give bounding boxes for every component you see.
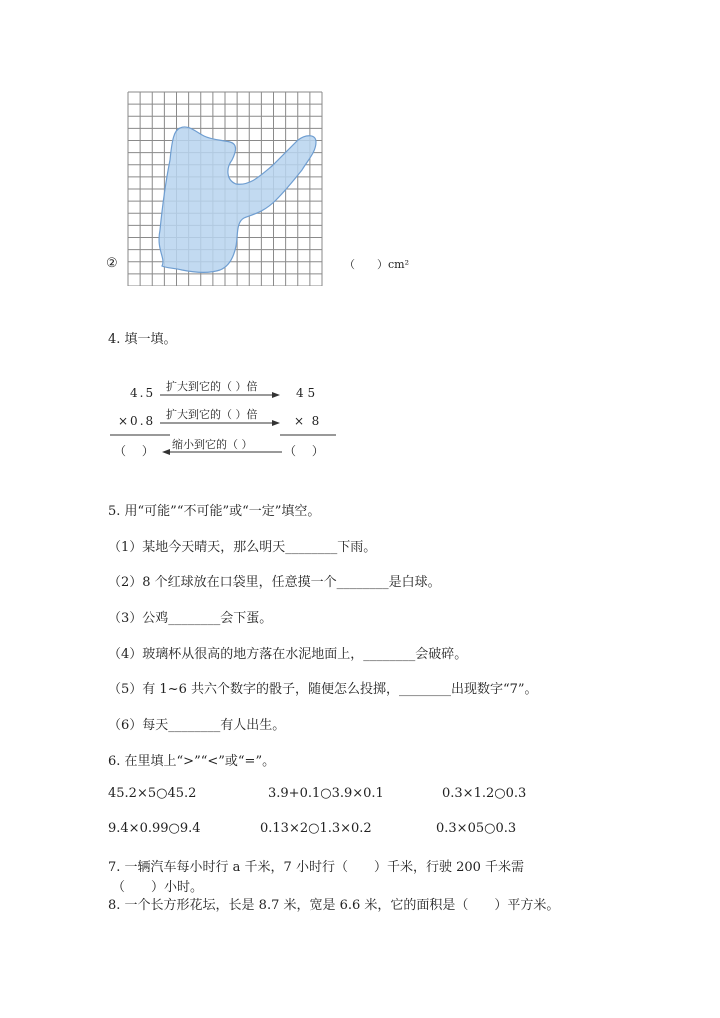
q6-row1-c: 0.3×1.2○0.3 [442,786,527,801]
q5-item-1: （1）某地今天晴天，那么明天________下雨。 [108,540,377,555]
q5-item-2: （2）8 个红球放在口袋里，任意摸一个________是白球。 [108,575,441,590]
q6-row1-a: 45.2×5○45.2 [108,786,197,801]
q6-row1-b: 3.9+0.1○3.9×0.1 [268,786,384,801]
q3-part2-marker: ② [106,256,118,271]
q4-title: 4. 填一填。 [108,332,177,347]
arrow1-head [272,392,280,398]
q4-mid-right: × 8 [294,414,320,428]
q3-part2-answer: （ ）cm² [344,258,410,271]
q4-bottom-right: （ ） [284,444,324,458]
q4-arrow3-label: 缩小到它的（ ） [172,438,253,451]
q5-item-4: （4）玻璃杯从很高的地方落在水泥地面上，________会破碎。 [108,647,468,662]
q6-row2-b: 0.13×2○1.3×0.2 [260,821,372,836]
q6-title: 6. 在里填上“>”“<”或“=”。 [108,754,276,769]
q6-row2-a: 9.4×0.99○9.4 [108,821,201,836]
q5-title: 5. 用“可能”“不可能”或“一定”填空。 [108,504,321,519]
q7-line1: 7. 一辆汽车每小时行 a 千米，7 小时行（ ）千米，行驶 200 千米需 [108,860,525,875]
q4-arrow2-label: 扩大到它的（ ）倍 [166,408,258,421]
q4-arrow1-label: 扩大到它的（ ）倍 [166,380,258,393]
q5-item-5: （5）有 1~6 共六个数字的骰子，随便怎么投掷，________出现数字“7”。 [108,682,538,697]
q6-row2-c: 0.3×05○0.3 [436,821,517,836]
q4-top-left: 4.5 [130,386,156,400]
arrow3-head [162,449,170,455]
q8-text: 8. 一个长方形花坛，长是 8.7 米，宽是 6.6 米，它的面积是（ ）平方米。 [108,898,560,913]
q4-bottom-left: （ ） [114,444,154,458]
q7-line2: （ ）小时。 [112,880,204,895]
q4-top-right: 4 5 [296,386,316,400]
grid-shape-figure [126,90,324,286]
arrow2-head [272,420,280,426]
q5-item-6: （6）每天________有人出生。 [108,718,286,733]
q4-mid-left: ×0.8 [118,414,156,428]
q5-item-3: （3）公鸡________会下蛋。 [108,611,273,626]
